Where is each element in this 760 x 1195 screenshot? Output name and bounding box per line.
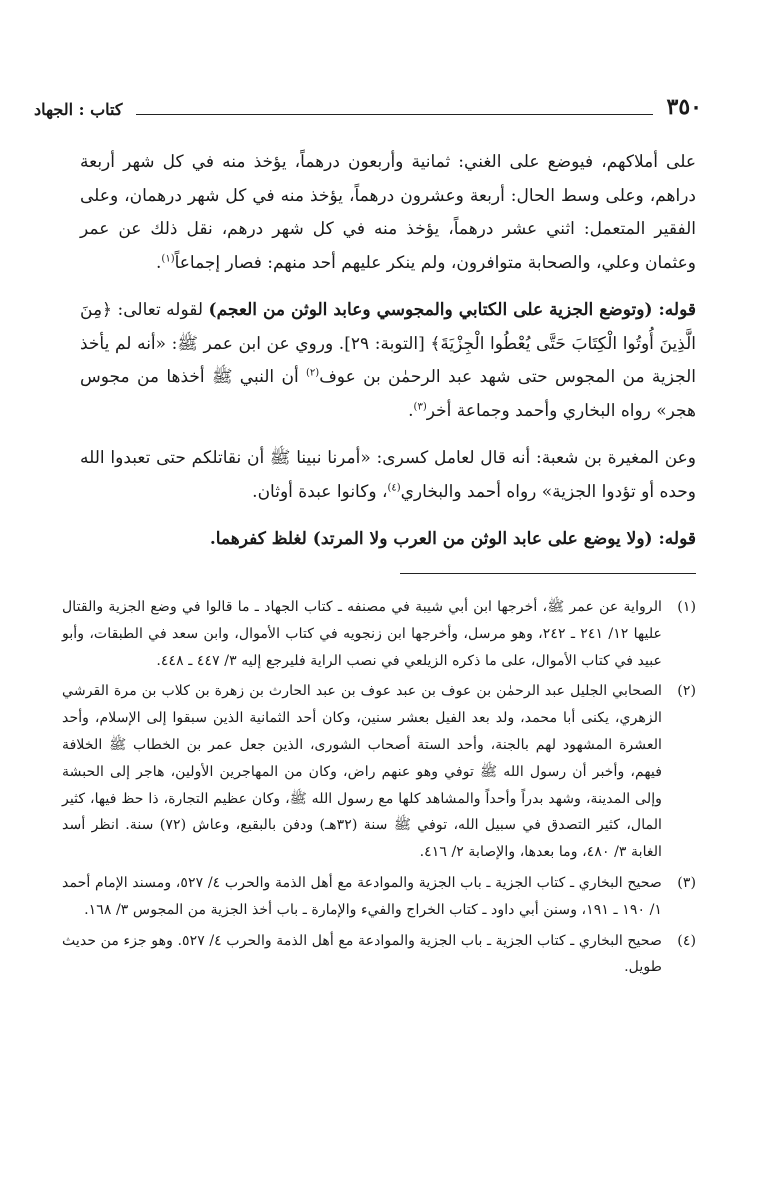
page-number: ٣٥٠ <box>666 94 702 120</box>
footnote-ref-1: (١) <box>161 252 175 264</box>
main-text <box>80 146 696 557</box>
paragraph-1-text: على أملاكهم، فيوضع على الغني: ثمانية وأربعون درهماً، يؤخذ منه في كل شهر أربعة دراهم، وعلى وسط الحال: أربعة وعشرون درهماً، يؤخذ منه في كل شهر درهمان، وعلى الفقير المتعمل: اثني عشر درهماً، يؤخذ منه في كل شهر درهم، نقل ذلك عن عمر وعثمان وعلي، والصحابة متوافرون، ولم ينكر عليهم أحد منهم: فصار إجماعاً <box>80 152 696 273</box>
paragraph-2-text-a: لقوله تعالى: ﴿مِنَ الَّذِينَ أُوتُوا الْكِتَابَ حَتَّى يُعْطُوا الْجِزْيَةَ﴾ [التوبة: ٢٩]. وروي عن ابن عمر ﷺ: «أنه لم يأخذ الجزية من المجوس حتى شهد عبد الرحمٰن بن عوف <box>80 300 696 387</box>
footnote-1 <box>62 594 696 674</box>
footnote-ref-3: (٣) <box>413 400 427 412</box>
footnotes <box>62 594 696 985</box>
footnote-3 <box>62 870 696 924</box>
footnote-number: (٤) <box>677 932 696 949</box>
footnote-text: صحيح البخاري ـ كتاب الجزية ـ باب الجزية والموادعة مع أهل الذمة والحرب ٤/ ٥٢٧. وهو جزء من حديث طويل. <box>62 932 662 976</box>
paragraph-2-text-b: أن النبي ﷺ أخذها من مجوس هجر» رواه البخاري وأحمد وجماعة أخر <box>80 367 696 421</box>
footnote-ref-2: (٢) <box>306 367 320 379</box>
footnote-ref-4: (٤) <box>387 481 401 493</box>
header-rule <box>136 114 652 115</box>
paragraph-4 <box>80 523 696 557</box>
footnote-number: (٢) <box>677 683 696 700</box>
paragraph-3-text-a: وعن المغيرة بن شعبة: أنه قال لعامل كسرى: «أمرنا نبينا ﷺ أن نقاتلكم حتى تعبدوا الله وحده أو تؤدوا الجزية» رواه أحمد والبخاري <box>80 448 696 502</box>
paragraph-3 <box>80 442 696 509</box>
footnote-number: (٣) <box>677 874 696 891</box>
footnote-separator <box>400 573 696 574</box>
paragraph-3-text-b: ، وكانوا عبدة أوثان. <box>252 481 388 502</box>
chapter-title: كتاب : الجهاد <box>34 100 123 119</box>
footnote-2 <box>62 678 696 866</box>
footnote-number: (١) <box>677 599 696 615</box>
footnote-text: صحيح البخاري ـ كتاب الجزية ـ باب الجزية والموادعة مع أهل الذمة والحرب ٤/ ٥٢٧، ومسند الإمام أحمد ١/ ١٩٠ ـ ١٩١، وسنن أبي داود ـ كتاب الخراج والفيء والإمارة ـ باب أخذ الجزية من المجوس ٣/ ١٦٨. <box>62 874 662 918</box>
quote-lead-2: قوله: (ولا يوضع على عابد الوثن من العرب ولا المرتد) <box>312 529 696 549</box>
footnote-text: الصحابي الجليل عبد الرحمٰن بن عوف بن عبد عوف بن عبد الحارث بن زهرة بن كلاب بن مرة القرشي الزهري، يكنى أبا محمد، ولد بعد الفيل بعشر سنين، وكان أحد الثمانية الذين سبقوا إلى الإسلام، وأحد العشرة المشهود لهم بالجنة، وأحد الستة أصحاب الشورى، الذين جعل عمر بن الخطاب ﷺ الخلافة فيهم، وأخبر أن رسول الله ﷺ توفي وهو عنهم راض، وكان من المهاجرين الأولين، هاجر إلى الحبشة وإلى المدينة، وشهد بدراً وأحداً والمشاهد كلها مع رسول الله ﷺ، وكان عظيم التجارة، ذا حظ فيها، كثير المال، كثير التصدق في سبيل الله، توفي ﷺ سنة (٣٢هـ) ودفن بالبقيع، وعاش (٧٢) سنة. انظر أسد الغابة ٣/ ٤٨٠، وما بعدها، والإصابة ٢/ ٤١٦. <box>62 683 663 861</box>
footnote-4 <box>62 928 696 982</box>
paragraph-1: على أملاكهم، فيوضع على الغني: ثمانية وأربعون درهماً، يؤخذ منه في كل شهر أربعة دراهم، وعلى وسط الحال: أربعة وعشرون درهماً، يؤخذ منه في كل شهر درهمان، وعلى الفقير المتعمل: اثني عشر درهماً، يؤخذ منه في كل شهر درهم، نقل ذلك عن عمر وعثمان وعلي، والصحابة متوافرون، ولم ينكر عليهم أحد منهم: فصار إجماعاً$^{(١)}$. <box>80 152 696 273</box>
paragraph-4-text: لغلظ كفرهما. <box>209 529 313 549</box>
footnote-text: الرواية عن عمر ﷺ، أخرجها ابن أبي شيبة في مصنفه ـ كتاب الجهاد ـ ما قالوا في وضع الجزية والقتال عليها ١٢/ ٢٤١ ـ ٢٤٢، وهو مرسل، وأخرجها ابن زنجويه في كتاب الأموال، وابن سعد في الطبقات، وأبو عبيد في كتاب الأموال، على ما ذكره الزيلعي في نصب الراية فليرجع إليه ٣/ ٤٤٧ ـ ٤٤٨. <box>62 599 662 669</box>
paragraph-2: قوله: (وتوضع الجزية على الكتابي والمجوسي وعابد الوثن من العجم) لقوله تعالى: ﴿مِنَ الَّذِينَ أُوتُوا الْكِتَابَ حَتَّى يُعْطُوا الْجِزْيَةَ﴾ [التوبة: ٢٩]. وروي عن ابن عمر ﷺ: «أنه لم يأخذ الجزية من المجوس حتى شهد عبد الرحمٰن بن عوف$^{(٢)}$ أن النبي ﷺ أخذها من مجوس هجر» رواه البخاري وأحمد وجماعة أخر$^{(٣)}$. <box>80 300 696 421</box>
quote-lead-1: قوله: (وتوضع الجزية على الكتابي والمجوسي وعابد الوثن من العجم) <box>208 300 696 320</box>
running-header <box>34 86 702 122</box>
